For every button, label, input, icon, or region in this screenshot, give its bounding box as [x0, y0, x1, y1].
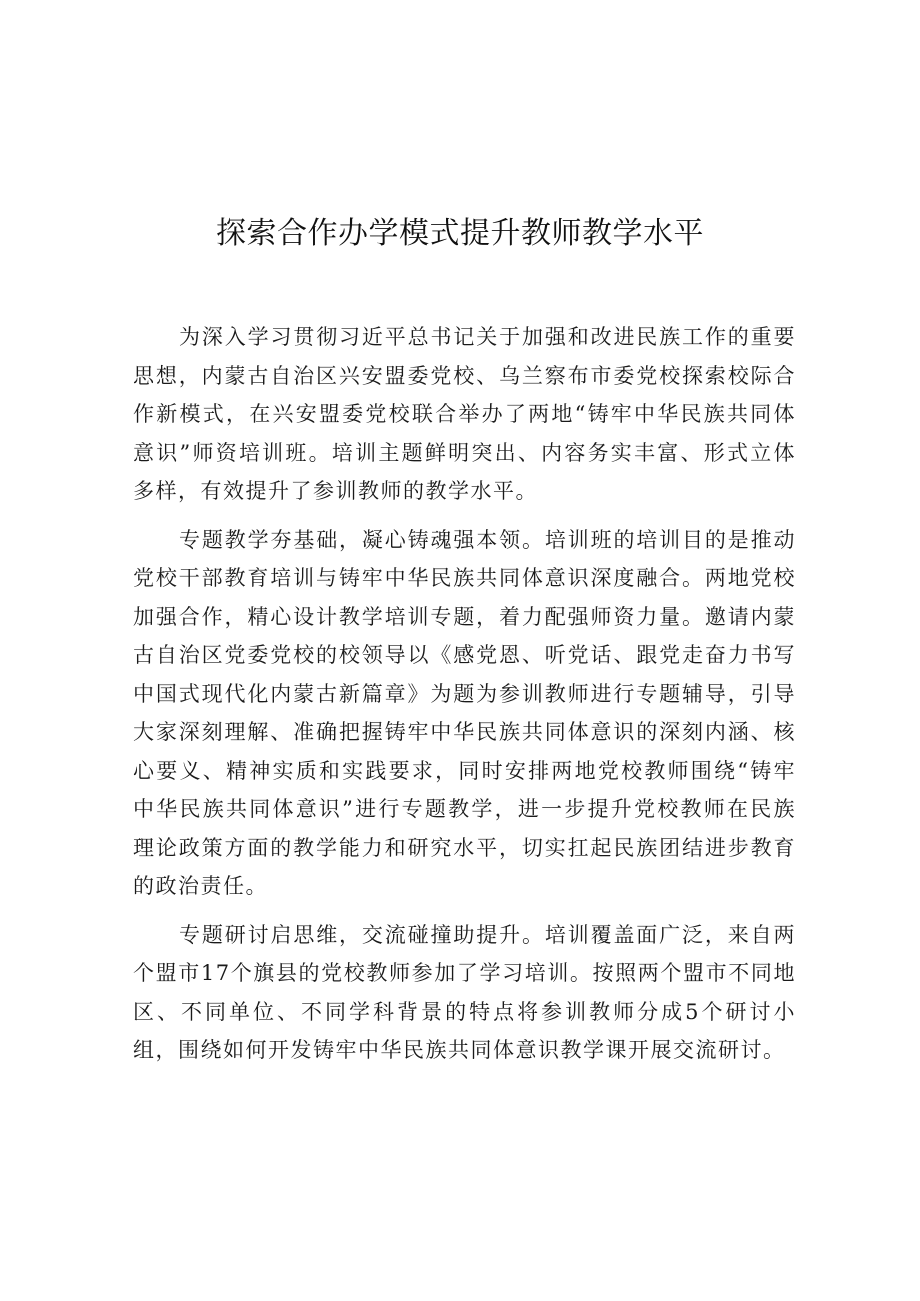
paragraph-topic-seminar: 专题研讨启思维，交流碰撞助提升。培训覆盖面广泛，来自两个盟市17个旗县的党校教师参加了学习培训。按照两个盟市不同地区、不同单位、不同学科背景的特点将参训教师分成5个研讨小组，围绕如何开发铸牢中华民族共同体意识教学课开展交流研讨。 [133, 922, 796, 1062]
paragraph-topic-teaching: 专题教学夯基础，凝心铸魂强本领。培训班的培训目的是推动党校干部教育培训与铸牢中华民族共同体意识深度融合。两地党校加强合作，精心设计教学培训专题，着力配强师资力量。邀请内蒙古自治区党委党校的校领导以《感党恩、听党话、跟党走奋力书写中国式现代化内蒙古新篇章》为题为参训教师进行专题辅导，引导大家深刻理解、准确把握铸牢中华民族共同体意识的深刻内涵、核心要义、精神实质和实践要求，同时安排两地党校教师围绕“铸牢中华民族共同体意识”进行专题教学，进一步提升党校教师在民族理论政策方面的教学能力和研究水平，切实扛起民族团结进步教育的政治责任。 [133, 527, 796, 898]
document-title: 探索合作办学模式提升教师教学水平 [216, 216, 704, 251]
document-body [133, 318, 796, 1080]
paragraph-intro: 为深入学习贯彻习近平总书记关于加强和改进民族工作的重要思想，内蒙古自治区兴安盟委党校、乌兰察布市委党校探索校际合作新模式，在兴安盟委党校联合举办了两地“铸牢中华民族共同体意识”师资培训班。培训主题鲜明突出、内容务实丰富、形式立体多样，有效提升了参训教师的教学水平。 [133, 325, 796, 503]
